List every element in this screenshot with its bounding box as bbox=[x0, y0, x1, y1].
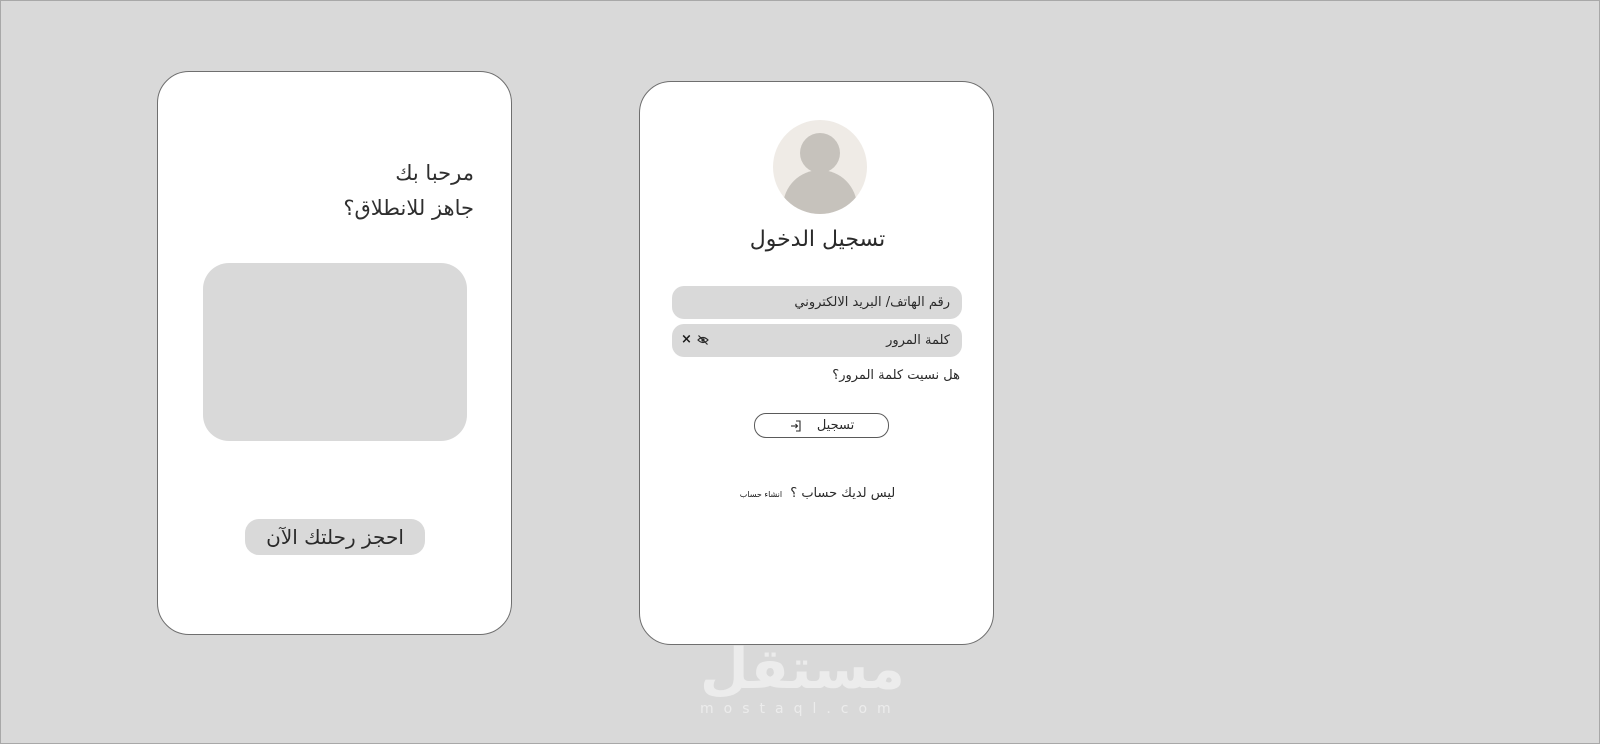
phone-email-field bbox=[672, 286, 962, 319]
welcome-card bbox=[157, 71, 512, 635]
close-icon[interactable]: × bbox=[681, 332, 692, 347]
book-trip-button[interactable]: احجز رحلتك الآن bbox=[245, 519, 425, 555]
login-title: تسجيل الدخول bbox=[749, 227, 886, 252]
password-input[interactable] bbox=[720, 324, 950, 357]
login-icon bbox=[789, 419, 803, 433]
watermark-sub: mostaql.com bbox=[700, 701, 901, 717]
password-field bbox=[672, 324, 962, 357]
login-submit-label: تسجيل bbox=[816, 418, 855, 433]
watermark bbox=[700, 637, 905, 718]
welcome-text bbox=[343, 156, 474, 226]
signup-row bbox=[640, 486, 995, 501]
login-submit-button[interactable] bbox=[754, 413, 889, 438]
create-account-link[interactable]: انشاء حساب bbox=[739, 490, 783, 499]
avatar-head bbox=[800, 133, 840, 173]
login-card bbox=[639, 81, 994, 645]
greeting-line-2: جاهز للانطلاق؟ bbox=[343, 196, 474, 220]
user-avatar-icon bbox=[773, 120, 867, 214]
watermark-main: مستقل bbox=[700, 637, 905, 702]
no-account-text: ليس لديك حساب ؟ bbox=[790, 486, 896, 501]
phone-email-input[interactable] bbox=[720, 286, 950, 319]
image-placeholder bbox=[203, 263, 467, 441]
greeting-line-1: مرحبا بك bbox=[395, 161, 474, 185]
forgot-password-link[interactable]: هل نسيت كلمة المرور؟ bbox=[832, 368, 960, 383]
eye-off-icon[interactable] bbox=[696, 333, 710, 347]
avatar-body bbox=[783, 170, 857, 214]
